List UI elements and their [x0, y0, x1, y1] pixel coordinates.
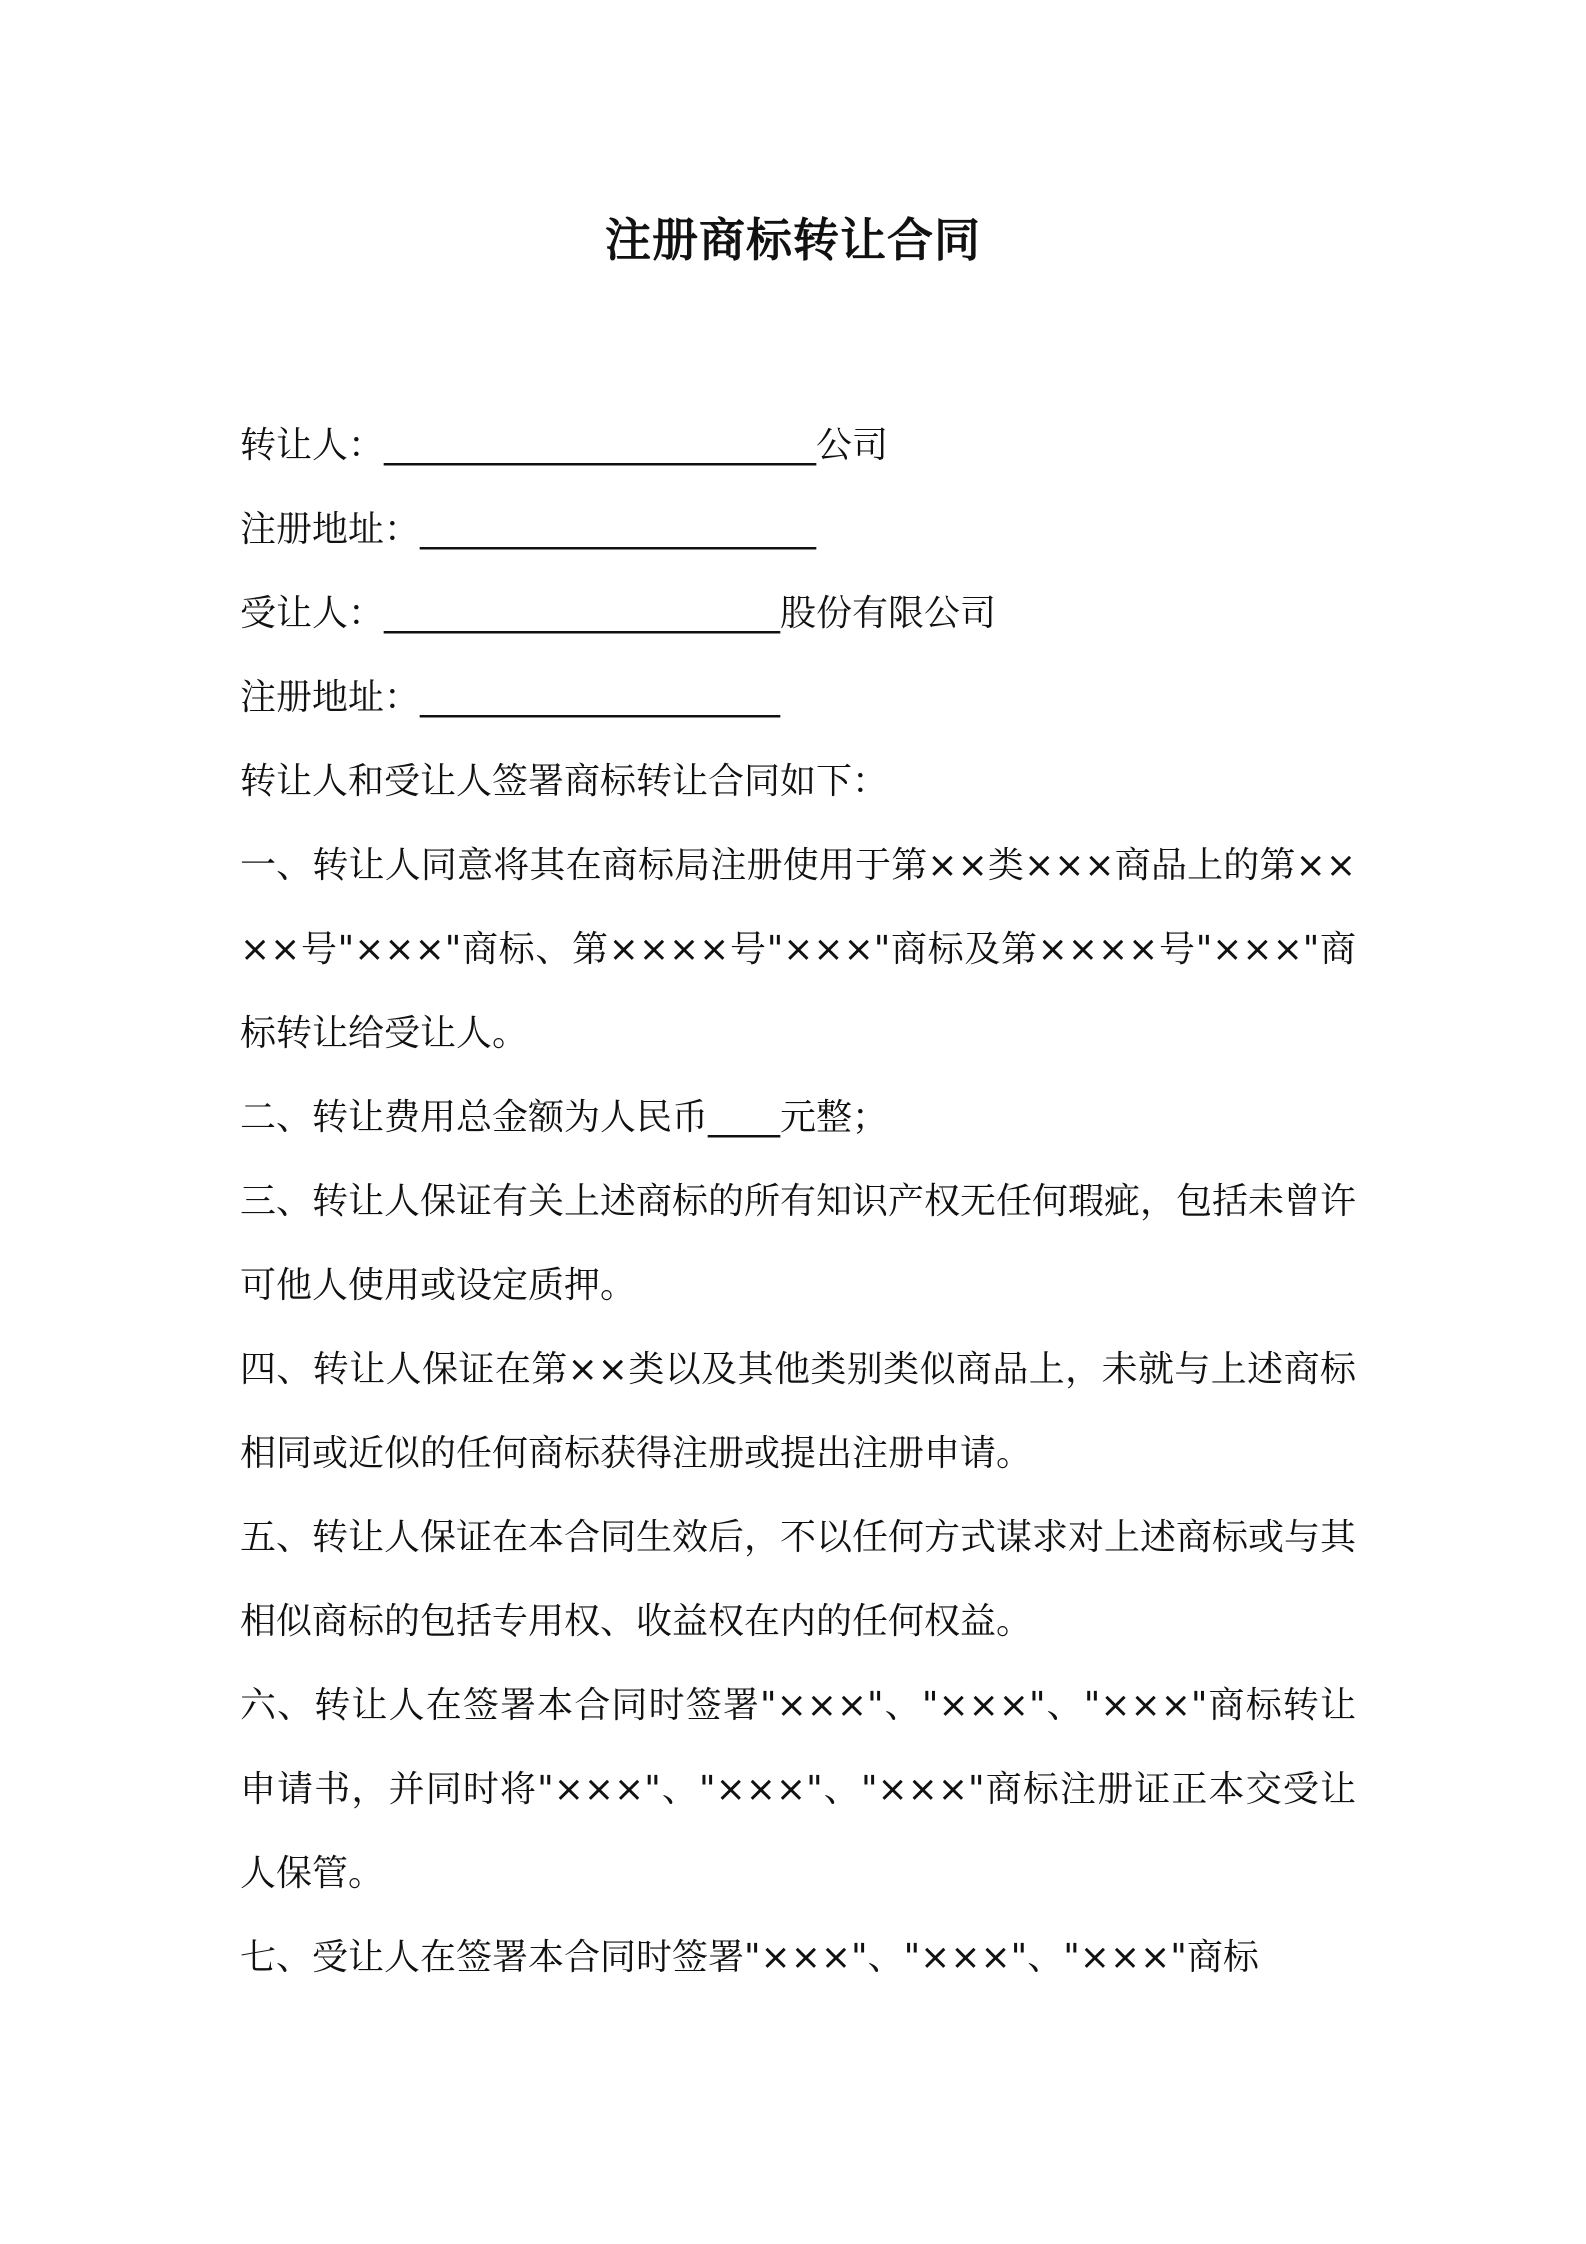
transferor-address-line — [240, 488, 1356, 572]
clause-6: 六、转让人在签署本合同时签署"×××"、"×××"、"×××"商标转让申请书，并同时将"×××"、"×××"、"×××"商标注册证正本交受让人保管。 — [240, 1685, 1356, 1894]
clause-5: 五、转让人保证在本合同生效后，不以任何方式谋求对上述商标或与其相似商标的包括专用权、收益权在内的任何权益。 — [240, 1517, 1357, 1642]
intro-paragraph: 转让人和受让人签署商标转让合同如下： — [240, 761, 889, 802]
transferee-address-blank: ____________________ — [420, 677, 781, 718]
clause-4: 四、转让人保证在第××类以及其他类别类似商品上，未就与上述商标相同或近似的任何商标获得注册或提出注册申请。 — [240, 1349, 1356, 1474]
transferor-address-label: 注册地址： — [240, 509, 421, 550]
transferee-address-label: 注册地址： — [240, 677, 421, 718]
transferee-line — [240, 572, 1356, 656]
clause-2: 二、转让费用总金额为人民币____元整； — [240, 1097, 889, 1138]
document-body — [240, 404, 1356, 2000]
transferor-address-blank: ______________________ — [420, 509, 817, 550]
clause-7: 七、受让人在签署本合同时签署"×××"、"×××"、"×××"商标 — [240, 1937, 1259, 1978]
document-title: 注册商标转让合同 — [605, 213, 981, 267]
clause-3: 三、转让人保证有关上述商标的所有知识产权无任何瑕疵，包括未曾许可他人使用或设定质押。 — [240, 1181, 1357, 1306]
transferee-suffix: 股份有限公司 — [780, 593, 997, 634]
transferee-label: 受让人： — [240, 593, 385, 634]
transferee-address-line — [240, 656, 1356, 740]
clause-1: 一、转让人同意将其在商标局注册使用于第××类×××商品上的第××××号"×××"商标、第××××号"×××"商标及第××××号"×××"商标转让给受让人。 — [240, 845, 1356, 1054]
transferor-line — [240, 404, 1356, 488]
transferor-label: 转让人： — [240, 425, 385, 466]
transferor-suffix: 公司 — [816, 425, 889, 466]
transferor-blank: ________________________ — [384, 425, 817, 466]
transferee-blank: ______________________ — [384, 593, 781, 634]
